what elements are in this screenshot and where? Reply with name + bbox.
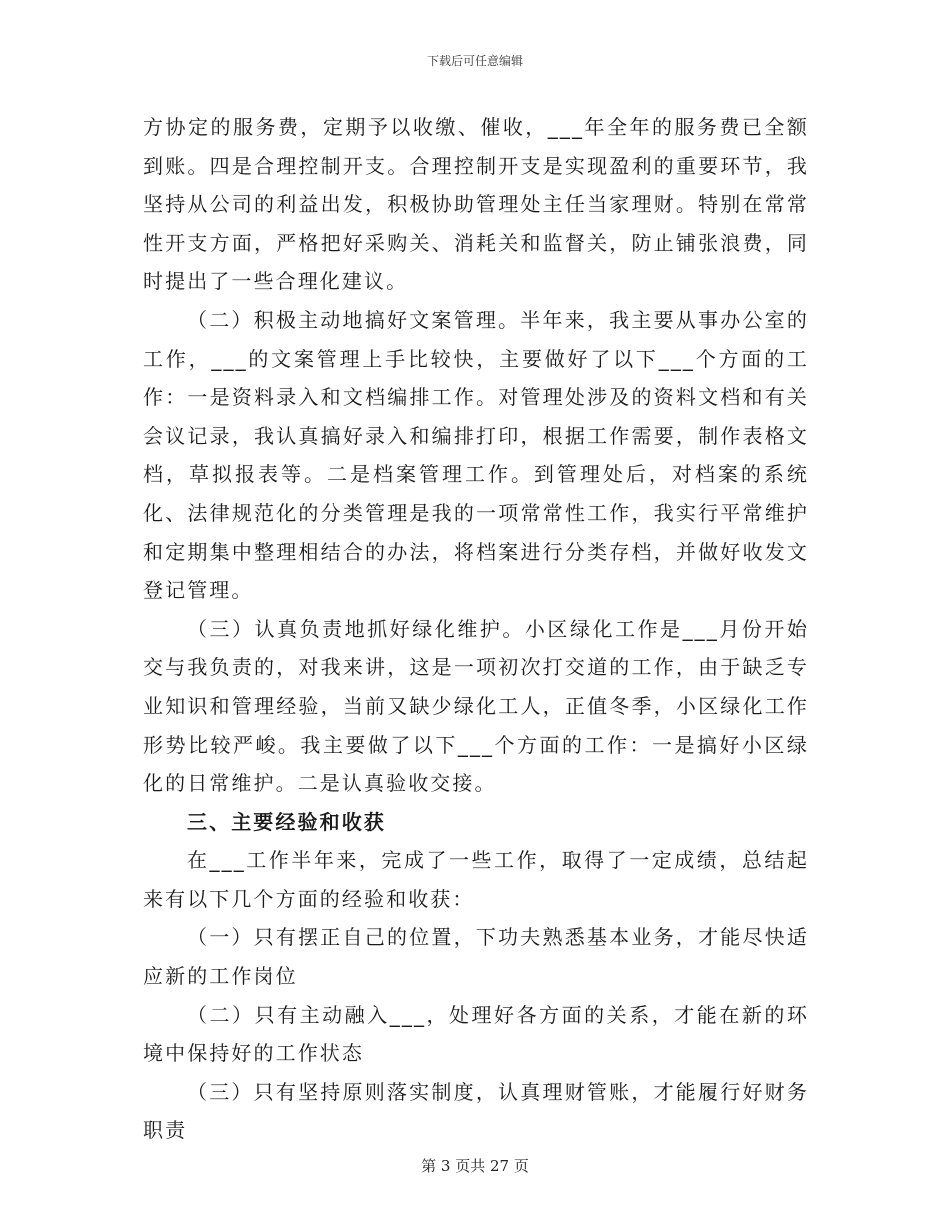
paragraph-service-fee: 方协定的服务费，定期予以收缴、催收，___年全年的服务费已全额到账。四是合理控制开支。合理控制开支是实现盈利的重要环节，我坚持从公司的利益出发，积极协助管理处主任当家理财。特别在常常性开支方面，严格把好采购关、消耗关和监督关，防止铺张浪费，同时提出了一些合理化建议。 [143,115,809,294]
paragraph-experience-1: （一）只有摆正自己的位置，下功夫熟悉基本业务，才能尽快适应新的工作岗位 [143,925,809,989]
page-header: 下载后可任意编辑 [426,54,523,68]
page-footer: 第 3 页共 27 页 [421,1157,529,1175]
paragraph-experience-intro: 在___工作半年来，完成了一些工作，取得了一定成绩，总结起来有以下几个方面的经验和收获： [143,848,809,911]
paragraph-experience-3: （三）只有坚持原则落实制度，认真理财管账，才能履行好财务职责 [143,1079,809,1143]
paragraph-greening-maintenance: （三）认真负责地抓好绿化维护。小区绿化工作是___月份开始交与我负责的，对我来讲，这是一项初次打交道的工作，由于缺乏专业知识和管理经验，当前又缺少绿化工人，正值冬季，小区绿化工作形势比较严峻。我主要做了以下___个方面的工作：一是搞好小区绿化的日常维护。二是认真验收交接。 [143,616,809,796]
document-body [143,108,809,1150]
paragraph-document-management: （二）积极主动地搞好文案管理。半年来，我主要从事办公室的工作，___的文案管理上手比较快，主要做好了以下___个方面的工作：一是资料录入和文档编排工作。对管理处涉及的资料文档和有关会议记录，我认真搞好录入和编排打印，根据工作需要，制作表格文档，草拟报表等。二是档案管理工作。到管理处后，对档案的系统化、法律规范化的分类管理是我的一项常常性工作，我实行平常维护和定期集中整理相结合的办法，将档案进行分类存档，并做好收发文登记管理。 [143,307,809,603]
paragraph-experience-2: （二）只有主动融入___，处理好各方面的关系，才能在新的环境中保持好的工作状态 [143,1002,809,1066]
section-heading-experience: 三、主要经验和收获 [187,809,386,834]
